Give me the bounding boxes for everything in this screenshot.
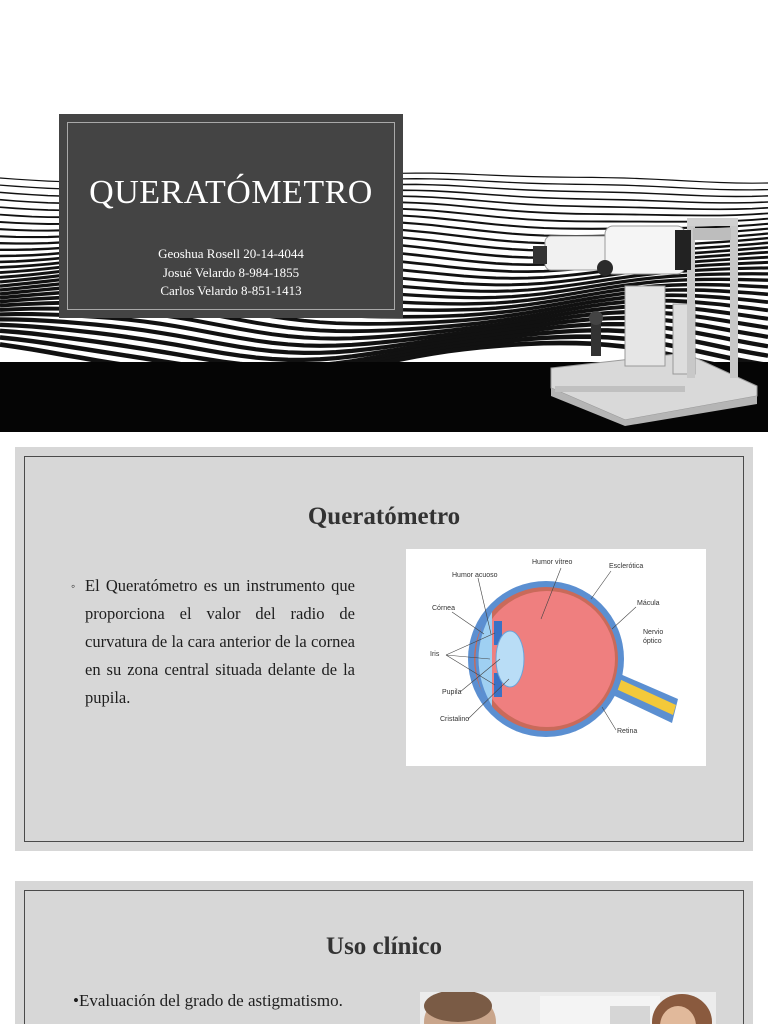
label-optico: óptico	[643, 638, 662, 645]
title-slide	[0, 0, 768, 432]
label-cristalino: Cristalino	[440, 716, 470, 723]
label-macula: Mácula	[637, 600, 660, 607]
label-humor-acuoso: Humor acuoso	[452, 572, 498, 579]
definition-slide	[15, 447, 753, 851]
label-humor-vitreo: Humor vítreo	[532, 559, 573, 566]
label-retina: Retina	[617, 728, 638, 735]
eye-diagram-image	[406, 549, 706, 766]
clinical-use-slide	[15, 881, 753, 1024]
author-list	[59, 245, 403, 301]
eye-anatomy-diagram	[406, 549, 706, 766]
label-pupila: Pupila	[442, 689, 462, 696]
definition-bullet	[71, 572, 355, 712]
author-line: Carlos Velardo 8-851-1413	[160, 283, 302, 298]
label-cornea: Córnea	[432, 605, 455, 612]
keratometer-device-image	[525, 208, 765, 426]
label-esclerotica: Esclerótica	[609, 563, 644, 570]
author-line: Josué Velardo 8-984-1855	[162, 264, 300, 280]
label-iris: Iris	[430, 651, 440, 658]
definition-text: El Queratómetro es un instrumento que proporciona el valor del radio de curvatura de la cara anterior de la cornea en su zona central situada delante de la pupila.	[85, 576, 355, 707]
clinical-use-bullet: •Evaluación del grado de astigmatismo.	[73, 991, 343, 1010]
title-box	[59, 114, 403, 318]
bullet-marker: ◦	[71, 579, 76, 593]
clinical-exam-photo	[420, 992, 716, 1024]
presentation-title: QUERATÓMETRO	[89, 174, 373, 211]
slide-heading: Uso clínico	[326, 933, 442, 960]
label-nervio: Nervio	[643, 629, 664, 636]
author-line: Geoshua Rosell 20-14-4044	[158, 246, 304, 261]
slide-heading: Queratómetro	[307, 503, 461, 530]
